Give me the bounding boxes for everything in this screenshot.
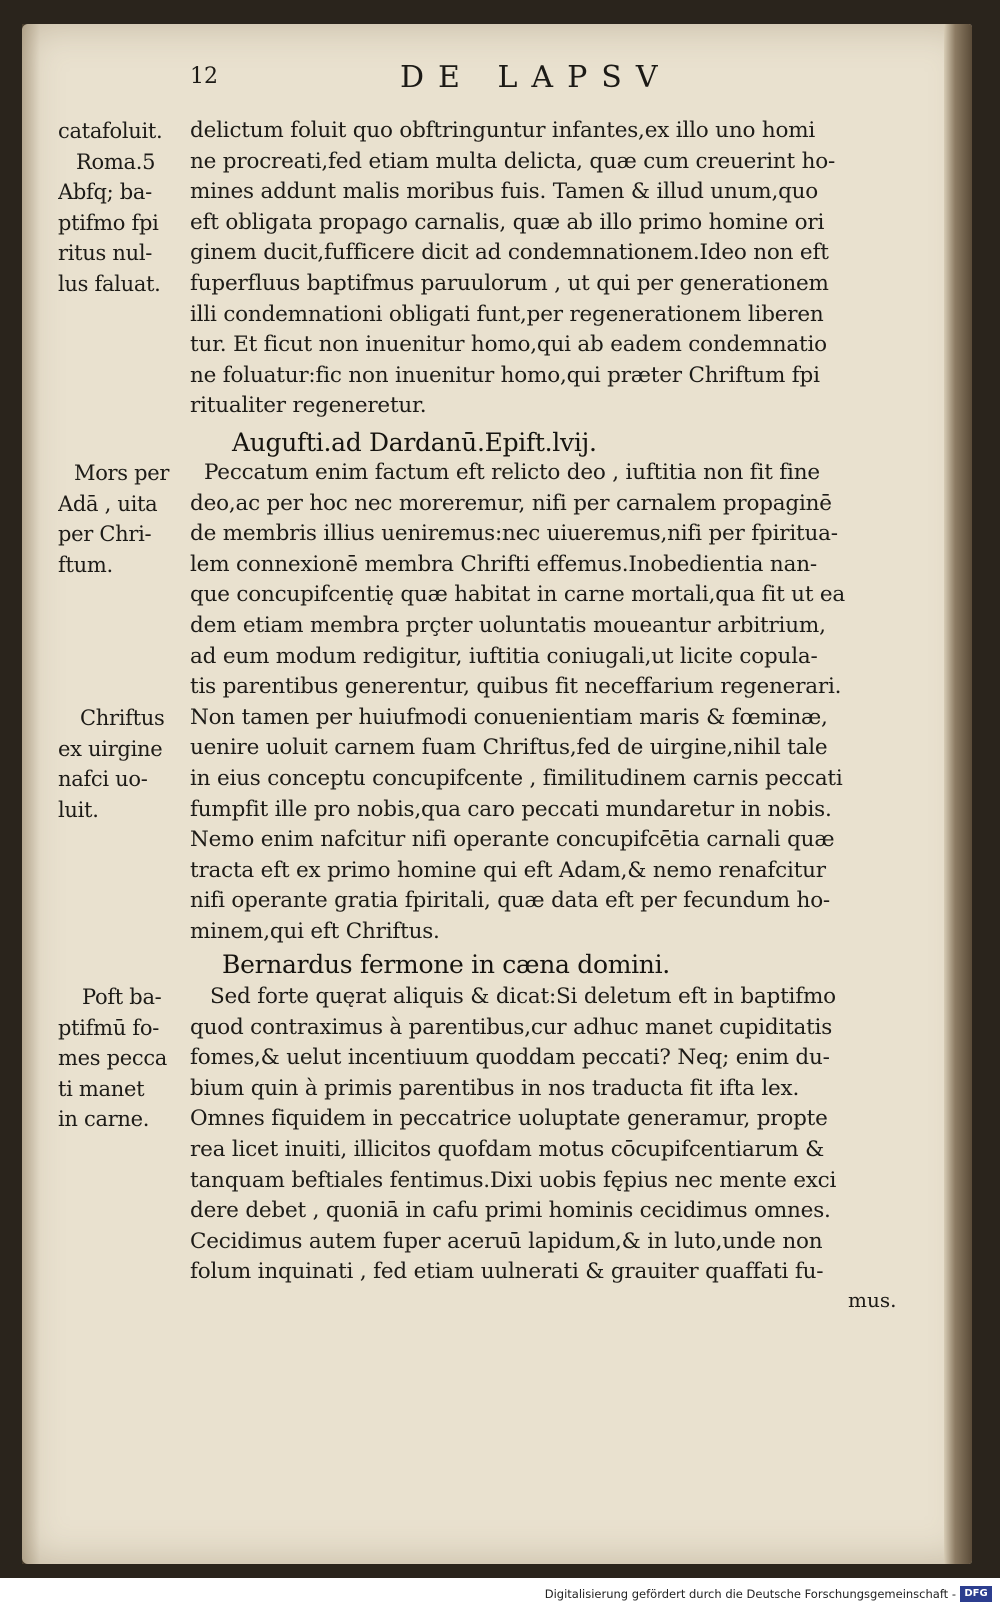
page-fore-edge <box>944 24 972 1564</box>
text-line: uenire uoluit carnem fuam Chriftus,fed de uirgine,nihil tale <box>190 735 828 761</box>
catchword: mus. <box>848 1288 897 1312</box>
margin-line: Chriftus <box>80 706 165 730</box>
page-gutter-shadow <box>22 24 40 1564</box>
margin-line: Adā , uita <box>58 491 158 516</box>
margin-notes-block2b <box>58 703 188 825</box>
margin-notes-block1 <box>58 116 188 300</box>
text-line: tanquam beftiales fentimus.Dixi uobis fępius nec mente exci <box>190 1167 837 1193</box>
text-line: rea licet inuiti, illicitos quofdam motus cōcupifcentiarum & <box>190 1136 825 1162</box>
text-line: bium quin à primis parentibus in nos traducta fit ifta lex. <box>190 1075 800 1101</box>
text-line: ritualiter regeneretur. <box>190 393 427 419</box>
margin-line: lus faluat. <box>58 271 161 296</box>
margin-line: ptifmū fo- <box>58 1015 159 1040</box>
margin-line: ritus nul- <box>58 241 153 266</box>
text-line: eft obligata propago carnalis, quæ ab illo primo homine ori <box>190 209 825 235</box>
margin-line: catafoluit. <box>58 119 163 143</box>
margin-line: ftum. <box>58 552 113 577</box>
text-block3 <box>190 982 890 1288</box>
text-line: nifi operante gratia fpiritali, quæ data eft per fecundum ho- <box>190 888 831 914</box>
text-line: Cecidimus autem fuper aceruū lapidum,& in luto,unde non <box>190 1228 823 1254</box>
margin-line: luit. <box>58 797 99 822</box>
text-line: tis parentibus generentur, quibus fit neceffarium regenerari. <box>190 674 842 700</box>
funding-notice: Digitalisierung gefördert durch die Deutsche Forschungsgemeinschaft - <box>544 1587 956 1601</box>
text-line: de membris illius ueniremus:nec uiueremus,nifi per fpiritua- <box>190 521 838 547</box>
margin-notes-block2a <box>58 458 188 580</box>
margin-line: nafci uo- <box>58 767 148 792</box>
text-line: dere debet , quoniā in cafu primi hominis cecidimus omnes. <box>190 1198 831 1224</box>
page-header <box>190 60 880 100</box>
margin-line: Mors per <box>74 461 170 485</box>
text-line: Sed forte quęrat aliquis & dicat:Si deletum eft in baptifmo <box>210 984 836 1009</box>
text-line: ne foluatur:fic non inuenitur homo,qui præter Chriftum fpi <box>190 362 820 388</box>
margin-line: ptifmo fpi <box>58 210 159 235</box>
section-heading: Bernardus fermone in cæna domini. <box>222 950 670 979</box>
text-block1 <box>190 116 890 422</box>
text-line: fumpfit ille pro nobis,qua caro peccati mundaretur in nobis. <box>190 796 832 822</box>
margin-line: Poft ba- <box>82 985 162 1009</box>
section-heading: Augufti.ad Dardanū.Epift.lvij. <box>232 428 597 457</box>
margin-line: Roma.5 <box>76 149 156 174</box>
margin-line: per Chri- <box>58 522 152 547</box>
text-line: que concupifcentię quæ habitat in carne mortali,qua fit ut ea <box>190 582 846 608</box>
text-line: tracta eft ex primo homine qui eft Adam,& nemo renafcitur <box>190 857 826 883</box>
text-line: in eius conceptu concupifcente , fimilitudinem carnis peccati <box>190 765 843 791</box>
text-line: tur. Et ficut non inuenitur homo,qui ab eadem condemnatio <box>190 332 827 358</box>
text-line: deo,ac per hoc nec moreremur, nifi per carnalem propaginē <box>190 490 832 516</box>
text-line: minem,qui eft Chriftus. <box>190 918 440 944</box>
text-line: mines addunt malis moribus fuis. Tamen & illud unum,quo <box>190 179 819 205</box>
margin-line: in carne. <box>58 1107 150 1132</box>
page-number: 12 <box>190 64 218 89</box>
text-line: Nemo enim nafcitur nifi operante concupifcētia carnali quæ <box>190 827 835 853</box>
text-line: Peccatum enim factum eft relicto deo , iuftitia non fit fine <box>204 460 820 485</box>
text-line: fomes,& uelut incentiuum quoddam peccati? Neq; enim du- <box>190 1045 830 1071</box>
text-line: ad eum modum redigitur, iuftitia coniugali,ut licite copula- <box>190 643 818 669</box>
text-line: fuperfluus baptifmus paruulorum , ut qui per generationem <box>190 270 829 296</box>
margin-line: Abfq; ba- <box>58 180 152 205</box>
running-title: DE LAPSV <box>400 60 672 95</box>
text-line: dem etiam membra prçter uoluntatis moueantur arbitrium, <box>190 612 826 638</box>
text-line: ne procreati,fed etiam multa delicta, quæ cum creuerint ho- <box>190 148 836 174</box>
footer-bar <box>0 1578 1000 1612</box>
text-line: folum inquinati , fed etiam uulnerati & grauiter quaffati fu- <box>190 1259 824 1285</box>
text-line: illi condemnationi obligati funt,per regenerationem liberen <box>190 301 824 327</box>
margin-line: mes pecca <box>58 1046 168 1071</box>
text-line: delictum foluit quo obftringuntur infantes,ex illo uno homi <box>190 118 816 143</box>
margin-line: ti manet <box>58 1076 145 1101</box>
text-line: ginem ducit,fufficere dicit ad condemnationem.Ideo non eft <box>190 240 829 266</box>
text-block2 <box>190 458 890 948</box>
text-line: Non tamen per huiufmodi conuenientiam maris & fœminæ, <box>190 704 828 730</box>
margin-line: ex uirgine <box>58 736 163 761</box>
dfg-logo: DFG <box>960 1586 992 1602</box>
text-line: quod contraximus à parentibus,cur adhuc manet cupiditatis <box>190 1014 833 1040</box>
text-line: lem connexionē membra Chrifti effemus.Inobedientia nan- <box>190 551 817 577</box>
margin-notes-block3 <box>58 982 188 1135</box>
text-line: Omnes fiquidem in peccatrice uoluptate generamur, propte <box>190 1106 828 1132</box>
